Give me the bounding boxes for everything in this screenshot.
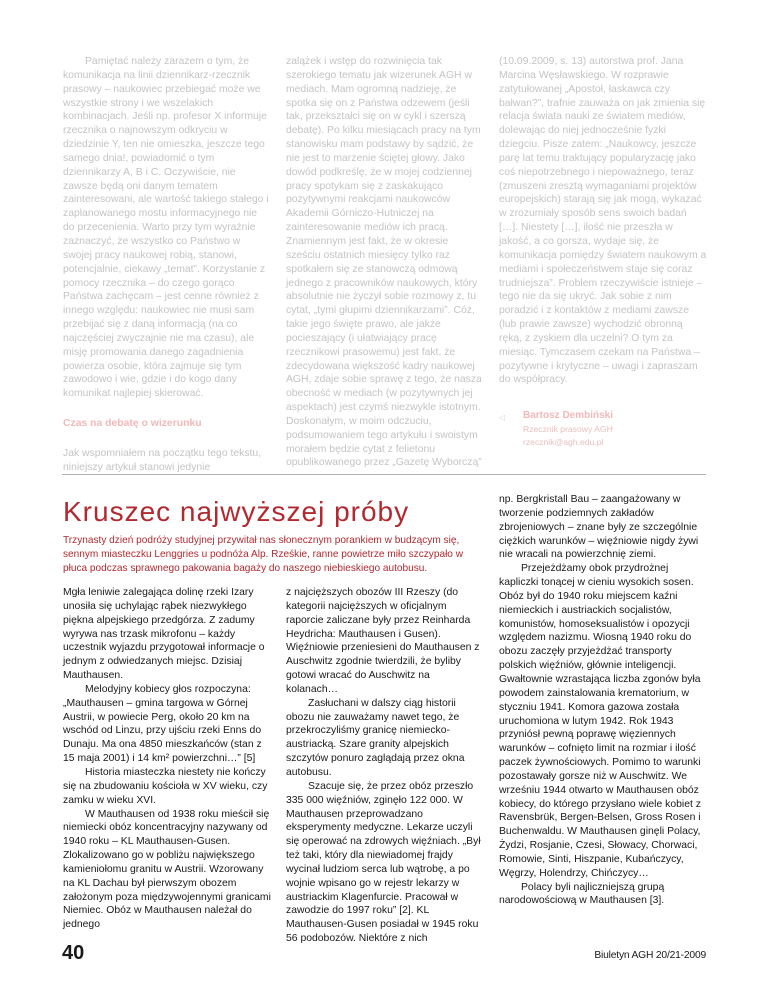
article-paragraph: Mgła leniwie zalegająca dolinę rzeki Izary unosiła się uchylając rąbek niezwykłego piękna alpejskiego przedgórza. Z zadumy wyrywa nas trzask mikrofonu – każdy uczestnik wyjazdu przygotował informacje o jednym z odwiedzanych miejsc. Dzisiaj Mauthausen. xyxy=(63,587,265,682)
top-col1-paragraph-2: Jak wspomniałem na początku tego tekstu, niniejszy artykuł stanowi jedynie xyxy=(63,447,262,473)
author-signature xyxy=(499,409,707,449)
article-paragraph: Przejeżdżamy obok przydrożnej kapliczki tonącej w cieniu wysokich sosen. Obóz był do 1940 roku miejscem kaźni niemieckich i austriackich socjalistów, komunistów, homoseksualistów i opozycji względem nazizmu. Wiosną 1940 roku do obozu zaczęły przyjeżdżać transporty polskich więźniów, głównie inteligencji. Gwałtownie wzrastająca liczba zgonów była powodem zainstalowania krematorium, w styczniu 1941. Komora gazowa została uruchomiona w lutym 1942. Rok 1943 przyniósł pewną poprawę więziennych warunków – cofnięto limit na rozmiar i ilość paczek żywnościowych. Pomimo to warunki pozostawały gorsze niż w Auschwitz. We wrześniu 1944 otwarto w Mauthausen obóz kobiecy, do którego przysłano wiele kobiet z Ravensbrük, Bergen-Belsen, Gross Rosen i Buchenwaldu. W Mauthausen ginęli Polacy, Żydzi, Rosjanie, Czesi, Słowacy, Chorwaci, Romowie, Sinti, Hiszpanie, Kubańczycy, Węgrzy, Holendrzy, Chińczycy… xyxy=(499,563,701,879)
top-column-3 xyxy=(499,55,707,449)
publication-footer: Biuletyn AGH 20/21-2009 xyxy=(594,950,706,961)
article-column-1 xyxy=(63,586,271,932)
author-role: Rzecznik prasowy AGH xyxy=(523,424,613,435)
article-title: Kruszec najwyższej próby xyxy=(63,496,410,527)
article-column-3 xyxy=(499,493,707,908)
arrow-icon: ◁ xyxy=(499,413,506,423)
article-paragraph: Zasłuchani w dalszy ciąg historii obozu nie zauważamy nawet tego, że przekroczyliśmy granicę niemiecko-austriacką. Szare granity alpejskich szczytów ponuro zaglądają przez okna autobusu. xyxy=(286,697,465,778)
author-name: Bartosz Dembiński xyxy=(523,410,614,422)
article-column-2 xyxy=(286,586,484,946)
article-paragraph: Polacy byli najliczniejszą grupą narodowościową w Mauthausen [3]. xyxy=(499,881,665,907)
article-paragraph: np. Bergkristall Bau – zaangażowany w tworzenie podziemnych zakładów zbrojeniowych – znane były ze szczególnie ciężkich warunków – więźniowie nigdy żywi nie wracali na powierzchnię ziemi. xyxy=(499,494,699,561)
article-lead: Trzynasty dzień podróży studyjnej przywitał nas słonecznym porankiem w budzącym się, sennym miasteczku Lenggries u podnóża Alp. Rześkie, ranne powietrze miło szczypało w płuca podczas sprawnego pakowania bagaży do naszego niebieskiego autobusu. xyxy=(63,535,464,574)
article-paragraph: Szacuje się, że przez obóz przeszło 335 000 więźniów, zginęło 122 000. W Mauthausen przeprowadzano eksperymenty medyczne. Lekarze uczyli się operować na zdrowych więźniach. „Był też taki, który dla niewiadomej frajdy wycinał ludziom serca lub wątrobę, a po wojnie wpisano go w rejestr lekarzy w austriackim Klagenfurcie. Pracował w zawodzie do 1997 roku” [2]. KL Mauthausen-Gusen posiadał w 1945 roku 56 podobozów. Niektóre z nich xyxy=(286,780,481,945)
top-col1-paragraph: Pamiętać należy zarazem o tym, że komunikacja na linii dziennikarz-rzecznik prasowy – naukowiec przebiegać może we wszystkie strony i we wszelakich kombinacjach. Jeśli np. profesor X informuje rzecznika o najnowszym odkryciu w dziedzinie Y, ten nie omieszka, jeszcze tego samego dnia!, powiadomić o tym dziennikarzy A, B i C. Oczywiście, nie zawsze będą oni danym tematem zainteresowani, ale wartość takiego stałego i zaplanowanego mostu informacyjnego nie do przecenienia. Warto przy tym wyraźnie zaznaczyć, że wszystko co Państwo w swojej pracy naukowej robią, stanowi, potencjalnie, ciekawy „temat”. Korzystanie z pomocy rzecznika – do czego gorąco Państwa zachęcam – jest cenne również z innego względu: naukowiec nie musi sam przebijać się z daną informacją (na co najczęściej zwyczajnie nie ma czasu), ale misję promowania danego zagadnienia powierza osobie, która zajmuje się tym zawodowo i wie, gdzie i do kogo dany komunikat najlepiej skierować. xyxy=(63,56,269,400)
top-column-2 xyxy=(286,55,484,470)
section-divider xyxy=(62,474,706,475)
top-column-1 xyxy=(63,55,271,475)
section-subheading: Czas na debatę o wizerunku xyxy=(63,418,202,430)
page-number: 40 xyxy=(62,942,85,964)
top-col2-paragraph: zalążek i wstęp do rozwinięcia tak szerokiego tematu jak wizerunek AGH w mediach. Mam ogromną nadzieję, że spotka się on z Państwa odzewem (jeśli tak, przekształci się on w cykl i szerszą debatę). Po kilku miesiącach pracy na tym stanowisku mam podstawy by sądzić, że nie jest to marzenie ściętej głowy. Jako dowód podkreślę, że w mojej codziennej pracy spotykam się z zaskakująco pozytywnymi reakcjami naukowców Akademii Górniczo-Hutniczej na zainteresowanie mediów ich pracą. Znamiennym jest fakt, że w okresie sześciu ostatnich miesięcy tylko raz spotkałem się ze stanowczą odmową jednego z pracowników naukowych, który absolutnie nie życzył sobie rozmowy z, tu cytat, „tymi głupimi dziennikarzami”. Cóż, takie jego święte prawo, ale jakże pocieszający (i ułatwiający pracę rzecznikowi prasowemu) jest fakt, że zdecydowana większość kadry naukowej AGH, zdaje sobie sprawę z tego, że nasza obecność w mediach (w pozytywnych jej aspektach) jest czymś niezwykle istotnym. Doskonałym, w moim odczuciu, podsumowaniem tego artykułu i swoistym morałem będzie cytat z felietonu opublikowanego przez „Gazetę Wyborczą” xyxy=(286,56,482,469)
author-email[interactable]: rzecznik@agh.edu.pl xyxy=(523,437,604,448)
article-paragraph: W Mauthausen od 1938 roku mieścił się niemiecki obóz koncentracyjny nazywany od 1940 roku – KL Mauthausen-Gusen. Zlokalizowano go w pobliżu największego kamieniołomu granitu w Austrii. Wzorowany na KL Dachau był pierwszym obozem założonym poza międzywojennymi granicami Niemiec. Obóz w Mauthausen należał do jednego xyxy=(63,808,271,931)
top-col3-paragraph: (10.09.2009, s. 13) autorstwa prof. Jana Marcina Węsławskiego. W rozprawie zatytułowanej „Apostoł, łaskawca czy bałwan?”, trafnie zauważa on jak zmienia się relacja świata nauki ze światem mediów, dolewając do niej jednocześnie fyzki dziegciu. Pisze zatem: „Naukowcy, jeszcze parę lat temu traktujący popularyzację jako coś niepotrzebnego i niepoważnego, teraz (zmuszeni zresztą wymaganiami projektów europejskich) starają się jak mogą, wykazać w zrozumiały sposób sens swoich badań […]. Niestety […], ilość nie przeszła w jakość, a co gorsza, wydaje się, że komunikacja pomiędzy światem naukowym a mediami i społeczeństwem staje się coraz trudniejsza”. Problem rzeczywiście istnieje – tego nie da się ukryć. Jak sobie z nim poradzić i z kontaktów z mediami zawsze (lub prawie zawsze) wychodzić obronną ręką, z zyskiem dla uczelni? O tym za miesiąc. Tymczasem czekam na Państwa – pozytywne i krytyczne – uwagi i zapraszam do współpracy. xyxy=(499,56,707,386)
article-paragraph: z najcięższych obozów III Rzeszy (do kategorii najcięższych w oficjalnym raporcie zaliczane były przez Reinharda Heydricha: Mauthausen i Gusen). Więźniowie przeniesieni do Mauthausen z Auschwitz zgodnie twierdzili, że byliby gotowi wracać do Auschwitz na kolanach… xyxy=(286,587,480,695)
article-paragraph: Historia miasteczka niestety nie kończy się na zbudowaniu kościoła w XV wieku, czy zamku w wieku XVI. xyxy=(63,766,268,806)
article-paragraph: Melodyjny kobiecy głos rozpoczyna: „Mauthausen – gmina targowa w Górnej Austrii, w powiecie Perg, około 20 km na wschód od Linzu, przy ujściu rzeki Enns do Dunaju. Ma ona 4850 mieszkańców (stan z 15 maja 2001) i 14 km² powierzchni…” [5] xyxy=(63,683,262,765)
